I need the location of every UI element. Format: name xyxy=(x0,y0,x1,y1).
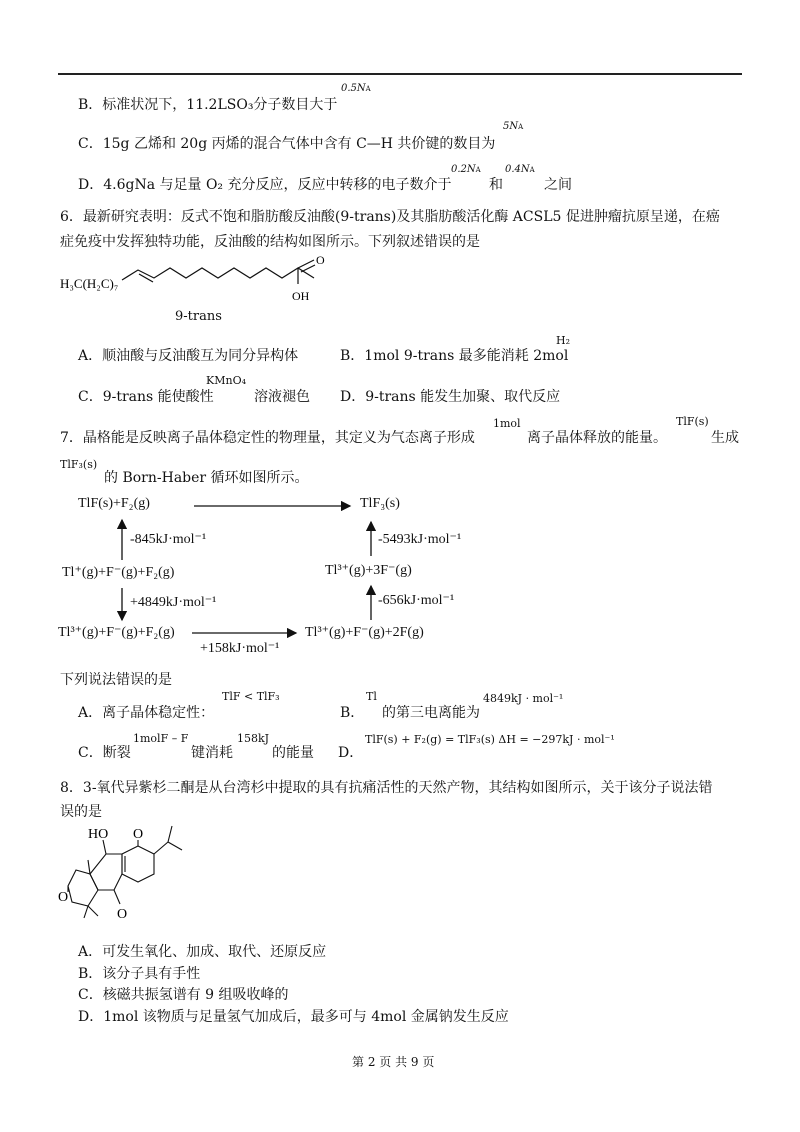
q7-option-c-part2: 键消耗 xyxy=(191,745,233,761)
q5-option-d-annotation2: 0.4NA xyxy=(505,164,535,175)
q7-option-c-annotation1: 1molF – F xyxy=(133,732,189,745)
q6-carbonyl-o: O xyxy=(316,253,325,267)
q6-option-c-part1: C．9-trans 能使酸性 xyxy=(78,389,214,405)
cycle-bottom-left: Tl³⁺(g)+F⁻(g)+F₂(g) xyxy=(58,625,175,640)
q8-o-top: O xyxy=(133,827,144,842)
cycle-bottom-right: Tl³⁺(g)+F⁻(g)+2F(g) xyxy=(305,625,424,640)
q6-option-b: B．1mol 9-trans 最多能消耗 2mol xyxy=(340,348,569,364)
q6-structure-caption: 9-trans xyxy=(175,309,222,324)
q8-option-d: D．1mol 该物质与足量氢气加成后，最多可与 4mol 金属钠发生反应 xyxy=(78,1009,509,1025)
q6-option-c-annotation: KMnO₄ xyxy=(206,374,246,387)
q6-stem-line1: 6．最新研究表明：反式不饱和脂肪酸反油酸(9-trans)及其脂肪酸活化酶 ACSL5 促进肿瘤抗原呈递，在癌 xyxy=(60,209,720,225)
cycle-energy-2: -5493kJ·mol⁻¹ xyxy=(378,532,462,547)
q8-o-bottom: O xyxy=(117,907,128,922)
q8-o-left: O xyxy=(58,890,69,905)
q5-option-b: B．标准状况下，11.2LSO₃分子数目大于 xyxy=(78,97,338,113)
q7-option-d: D． xyxy=(338,745,364,761)
q7-option-b: B． xyxy=(340,705,365,721)
q8-option-b: B．该分子具有手性 xyxy=(78,966,201,982)
q5-option-b-annotation: 0.5NA xyxy=(341,83,371,94)
q8-stem-line2: 误的是 xyxy=(60,804,102,820)
q7-option-b-annotation2: 4849kJ · mol⁻¹ xyxy=(483,692,564,705)
q5-option-d-part2: 之间 xyxy=(544,177,572,193)
q7-stem-line2: 的 Born-Haber 循环如图所示。 xyxy=(104,470,309,486)
q5-option-d-annotation1: 0.2NA xyxy=(451,164,481,175)
q7-option-b-text: 的第三电离能为 xyxy=(382,705,480,721)
q6-option-b-annotation: H₂ xyxy=(556,334,571,347)
q5-option-d-part1: D．4.6gNa 与足量 O₂ 充分反应，反应中转移的电子数介于 xyxy=(78,177,452,193)
cycle-top-right: TlF₃(s) xyxy=(360,496,400,511)
q8-ho-label: HO xyxy=(88,827,109,842)
q6-option-a: A．顺油酸与反油酸互为同分异构体 xyxy=(78,348,299,364)
q7-option-c-annotation2: 158kJ xyxy=(237,732,270,745)
q7-stem-annotation3: TlF₃(s) xyxy=(60,458,98,471)
cycle-top-left: TlF(s)+F₂(g) xyxy=(78,496,150,511)
q7-option-a-annotation: TlF < TlF₃ xyxy=(222,690,280,703)
q5-option-d-and: 和 xyxy=(489,177,503,193)
cycle-energy-3: +4849kJ·mol⁻¹ xyxy=(130,595,217,610)
q7-option-a: A．离子晶体稳定性： xyxy=(78,705,215,721)
q7-option-c-part3: 的能量 xyxy=(272,745,314,761)
cycle-energy-5: +158kJ·mol⁻¹ xyxy=(200,641,280,656)
q7-option-c-part1: C．断裂 xyxy=(78,745,131,761)
q5-option-c: C．15g 乙烯和 20g 丙烯的混合气体中含有 C—H 共价键的数目为 xyxy=(78,136,496,152)
q8-option-c: C．核磁共振氢谱有 9 组吸收峰的 xyxy=(78,987,289,1003)
cycle-energy-4: -656kJ·mol⁻¹ xyxy=(378,593,455,608)
cycle-energy-1: -845kJ·mol⁻¹ xyxy=(130,532,207,547)
q8-taxodione-structure xyxy=(58,818,198,926)
q6-struct-chain-label: H₃C(H₂C)₇ xyxy=(60,276,119,291)
q5-option-c-annotation: 5NA xyxy=(503,121,524,132)
cycle-mid-right: Tl³⁺(g)+3F⁻(g) xyxy=(325,563,412,578)
page-footer: 第 2 页 共 9 页 xyxy=(352,1055,435,1069)
q7-stem-line1c: 生成 xyxy=(711,430,739,446)
q7-stem-line1a: 7．晶格能是反映离子晶体稳定性的物理量，其定义为气态离子形成 xyxy=(60,430,475,446)
q6-option-c-part2: 溶液褪色 xyxy=(254,389,310,405)
q6-option-d: D．9-trans 能发生加聚、取代反应 xyxy=(340,389,561,405)
q6-hydroxyl: OH xyxy=(292,289,310,303)
q8-stem-line1: 8．3-氧代异紫杉二酮是从台湾杉中提取的具有抗痛活性的天然产物，其结构如图所示，关于该分子说法错 xyxy=(60,780,713,796)
q7-option-b-annotation1: Tl xyxy=(366,690,377,703)
cycle-mid-left: Tl⁺(g)+F⁻(g)+F₂(g) xyxy=(62,565,175,580)
q7-stem-line1b: 离子晶体释放的能量。 xyxy=(527,430,667,446)
q7-stem-annotation2: TlF(s) xyxy=(676,415,709,428)
q7-stem-annotation1: 1mol xyxy=(493,417,521,430)
q7-prompt: 下列说法错误的是 xyxy=(60,672,172,688)
q7-option-d-annotation: TlF(s) + F₂(g) = TlF₃(s) ΔH = −297kJ · mol⁻¹ xyxy=(365,733,615,746)
q6-stem-line2: 症免疫中发挥独特功能，反油酸的结构如图所示。下列叙述错误的是 xyxy=(60,234,480,250)
q8-option-a: A．可发生氧化、加成、取代、还原反应 xyxy=(78,944,327,960)
